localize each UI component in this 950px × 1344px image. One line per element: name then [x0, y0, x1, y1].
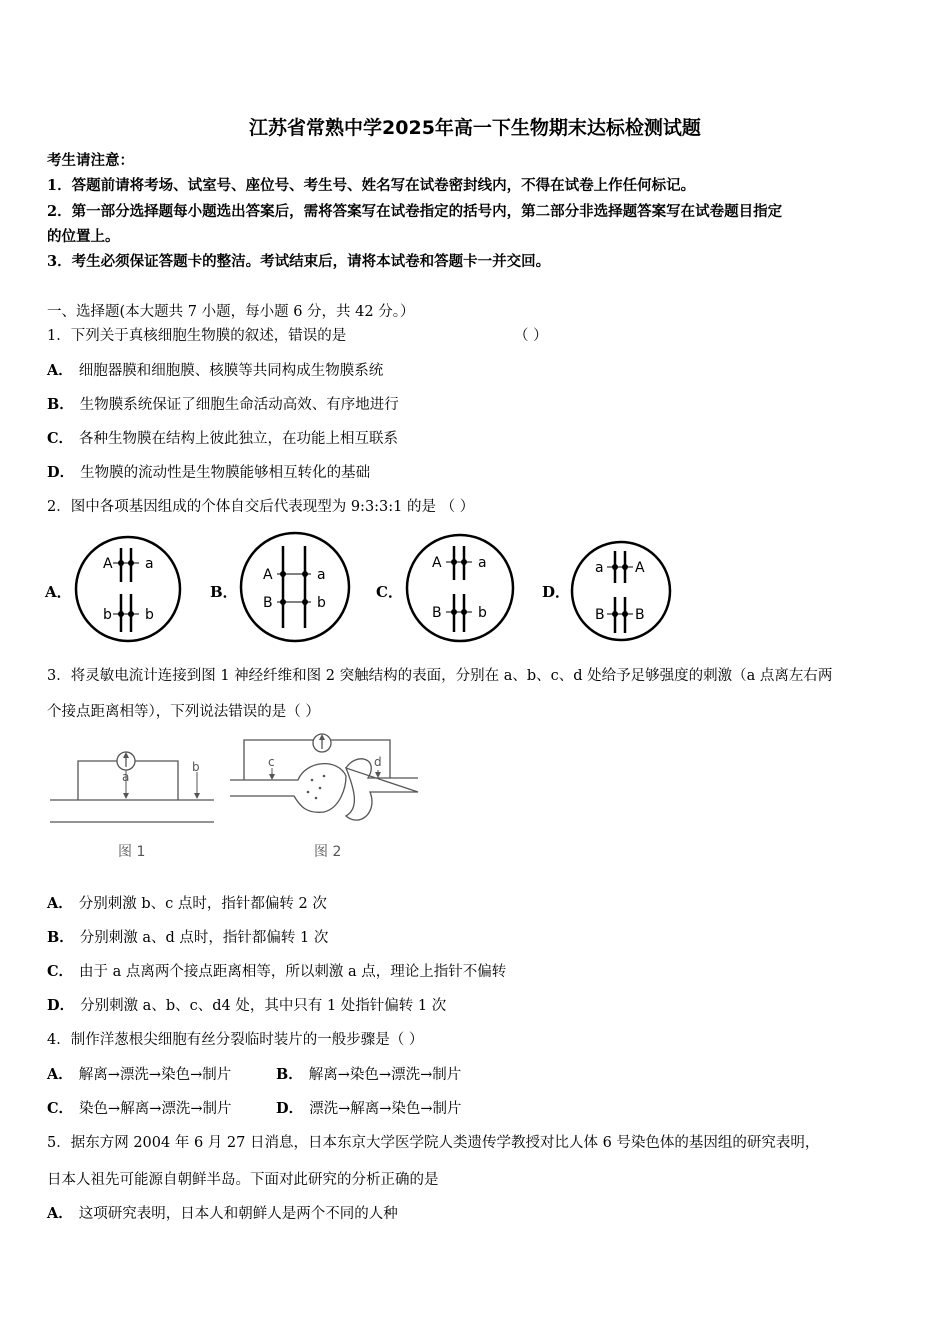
page-title: 江苏省常熟中学2025年高一下生物期末达标检测试题 [249, 117, 701, 139]
allele-label: a [317, 567, 326, 583]
nerve-fiber-figure [48, 736, 218, 866]
allele-label: A [432, 555, 442, 571]
cell-diagram-a [73, 534, 183, 644]
notice-item: 1．答题前请将考场、试室号、座位号、考生号、姓名写在试卷密封线内，不得在试卷上作任何标记。 [47, 177, 696, 194]
option-d: D． 分别刺激 a、b、c、d4 处，其中只有 1 处指针偏转 1 次 [47, 997, 447, 1014]
allele-label: B [595, 607, 605, 623]
figure-2-caption: 图 2 [314, 844, 342, 860]
question-5-stem: 5．据东方网 2004 年 6 月 27 日消息，日本东京大学医学院人类遗传学教授对比人体 6 号染色体的基因组的研究表明， [47, 1135, 820, 1151]
allele-label: B [263, 595, 273, 611]
figure-label-a: A． [45, 583, 72, 601]
allele-label: a [595, 560, 604, 576]
option-d: D． 漂洗→解离→染色→制片 [276, 1100, 462, 1117]
option-b: B． 解离→染色→漂洗→制片 [276, 1066, 462, 1083]
option-c: C． 染色→解离→漂洗→制片 [47, 1100, 232, 1117]
option-b: B． 生物膜系统保证了细胞生命活动高效、有序地进行 [47, 396, 399, 413]
section-heading: 一、选择题(本大题共 7 小题，每小题 6 分，共 42 分。） [47, 304, 415, 320]
point-label-b: b [192, 760, 200, 774]
cell-diagram-d [569, 539, 673, 643]
question-5-stem: 日本人祖先可能源自朝鲜半岛。下面对此研究的分析正确的是 [47, 1172, 439, 1188]
point-label-a: a [122, 770, 130, 784]
cell-diagram-b [239, 530, 351, 644]
allele-label: B [432, 605, 442, 621]
point-label-d: d [374, 755, 382, 769]
question-3-stem: 3．将灵敏电流计连接到图 1 神经纤维和图 2 突触结构的表面，分别在 a、b、c、d 处给予足够强度的刺激（a 点离左右两 [47, 668, 833, 684]
option-c: C． 由于 a 点离两个接点距离相等，所以刺激 a 点，理论上指针不偏转 [47, 963, 507, 980]
allele-label: B [635, 607, 645, 623]
answer-paren: （ ） [514, 328, 548, 344]
allele-label: b [103, 607, 112, 623]
notice-item: 3．考生必须保证答题卡的整洁。考试结束后，请将本试卷和答题卡一并交回。 [47, 253, 551, 270]
question-stem-text: 1．下列关于真核细胞生物膜的叙述，错误的是 [47, 328, 347, 344]
option-a: A． 这项研究表明，日本人和朝鲜人是两个不同的人种 [47, 1205, 398, 1222]
question-1-stem [47, 326, 346, 346]
figure-label-b: B． [210, 583, 238, 601]
notice-item: 2．第一部分选择题每小题选出答案后，需将答案写在试卷指定的括号内，第二部分非选择题答案写在试卷题目指定 [47, 203, 783, 220]
allele-label: A [635, 560, 645, 576]
allele-label: b [145, 607, 154, 623]
figure-1-caption: 图 1 [118, 844, 146, 860]
option-d: D． 生物膜的流动性是生物膜能够相互转化的基础 [47, 464, 371, 481]
notice-heading: 考生请注意： [47, 152, 134, 169]
allele-label: a [145, 556, 154, 572]
allele-label: b [317, 595, 326, 611]
question-4-stem: 4．制作洋葱根尖细胞有丝分裂临时装片的一般步骤是（ ） [47, 1032, 424, 1048]
allele-label: b [478, 605, 487, 621]
question-2-stem: 2．图中各项基因组成的个体自交后代表现型为 9:3:3:1 的是 （ ） [47, 499, 475, 515]
notice-item: 的位置上。 [47, 228, 120, 245]
allele-label: A [103, 556, 113, 572]
figure-label-c: C． [376, 583, 403, 601]
option-a: A． 分别刺激 b、c 点时，指针都偏转 2 次 [47, 895, 327, 912]
allele-label: a [478, 555, 487, 571]
synapse-figure [228, 732, 423, 866]
option-a: A． 细胞器膜和细胞膜、核膜等共同构成生物膜系统 [47, 362, 384, 379]
option-a: A． 解离→漂洗→染色→制片 [47, 1066, 232, 1083]
cell-diagram-c [404, 532, 516, 644]
figure-label-d: D． [542, 583, 571, 601]
option-c: C． 各种生物膜在结构上彼此独立，在功能上相互联系 [47, 430, 399, 447]
allele-label: A [263, 567, 273, 583]
question-3-stem: 个接点距离相等），下列说法错误的是（ ） [47, 704, 320, 720]
option-b: B． 分别刺激 a、d 点时，指针都偏转 1 次 [47, 929, 329, 946]
point-label-c: c [268, 755, 275, 769]
